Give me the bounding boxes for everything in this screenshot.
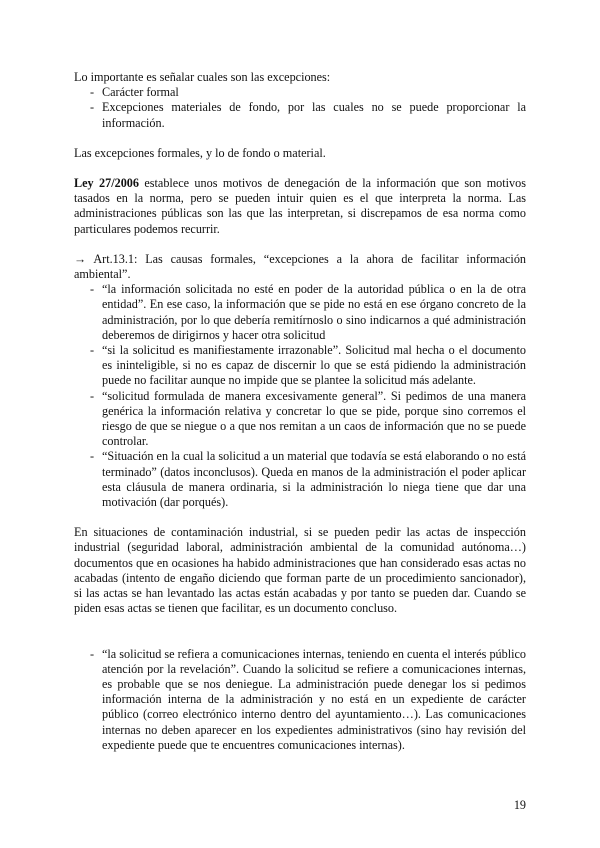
formal-exceptions-paragraph: Las excepciones formales, y lo de fondo o material.: [74, 145, 326, 160]
list-item: - “Situación en la cual la solicitud a un material que todavía se está elaborando o no está terminado” (datos inconclusos). Queda en manos de la administración el poder aplicar esta cláusula de manera ordinaria, si la administración lo niega tiene que dar una motivación (dar porqués).: [90, 449, 526, 510]
dash-bullet: -: [90, 343, 95, 358]
intro-paragraph: Lo importante es señalar cuales son las excepciones:: [74, 70, 331, 84]
dash-bullet: -: [90, 449, 95, 464]
list-item: - “solicitud formulada de manera excesivamente general”. Si pedimos de una manera genérica la información relativa y concretar lo que se pide, porque sino corremos el riesgo de que se niegue o a que nos remitan a un caos de información que no se puede controlar.: [90, 388, 526, 449]
contamination-paragraph: En situaciones de contaminación industrial, si se pueden pedir las actas de inspección industrial (seguridad laboral, administración ambiental de la comunidad autónoma…) documentos que en ocasiones ha habido administraciones que han considerado esas actas no acabadas (intento de engaño diciendo que forman parte de un procedimiento sancionador), si las actas se han levantado las actas están acabadas y por tanto se pueden dar. Cuando se piden esas actas se tienen que facilitar, es un documento concluso.: [74, 525, 526, 616]
article-paragraph: → Art.13.1: Las causas formales, “excepciones a la ahora de facilitar información ambiental”.: [74, 251, 526, 282]
list-item: - Excepciones materiales de fondo, por las cuales no se puede proporcionar la información.: [90, 100, 526, 130]
dash-bullet: -: [90, 388, 95, 403]
dash-bullet: -: [90, 282, 95, 297]
list-item: - “la información solicitada no esté en poder de la autoridad pública o en la de otra entidad”. En ese caso, la información que se pide no está en ese órgano concreto de la administración, por lo que debería remitírnoslo o sino indicarnos a qué administración deberemos de dirigirnos y hacer otra solicitud: [90, 282, 526, 342]
formal-causes-list: [74, 282, 526, 510]
page-body: [74, 70, 526, 753]
internal-communications-list: [74, 647, 526, 753]
law-reference: Ley 27/2006: [74, 176, 139, 191]
exceptions-list: [74, 85, 526, 131]
list-item: - “si la solicitud es manifiestamente irrazonable”. Solicitud mal hecha o el documento es ininteligible, si no es capaz de discernir lo que se está pidiendo la administración puede no facilitar aunque no impide que se plantee la solicitud más adelante.: [90, 343, 526, 388]
list-item: - Carácter formal: [90, 85, 179, 100]
page-number: 19: [513, 798, 526, 812]
dash-bullet: -: [90, 85, 95, 100]
dash-bullet: -: [90, 100, 95, 115]
law-paragraph: Ley 27/2006 establece unos motivos de denegación de la información que son motivos tasados en la norma, pero se pueden intuir quien es el que interpreta la norma. Las administraciones públicas son las que las interpretan, si discrepamos de esa norma como particulares podemos recurrir.: [74, 176, 526, 236]
dash-bullet: -: [90, 646, 95, 661]
list-item: - “la solicitud se refiera a comunicaciones internas, teniendo en cuenta el interés público atención por la revelación”. Cuando la solicitud se refiere a comunicaciones internas, es probable que se nos deniegue. La administración puede denegar los si pedimos información interna de la administración y no está en un expediente de carácter público (correo electrónico interno dentro del ayuntamiento…). Las comunicaciones internas no deben aparecer en los expedientes administrativos (sino hay revisión del expediente puede que te encuentres comunicaciones internas).: [90, 646, 526, 752]
